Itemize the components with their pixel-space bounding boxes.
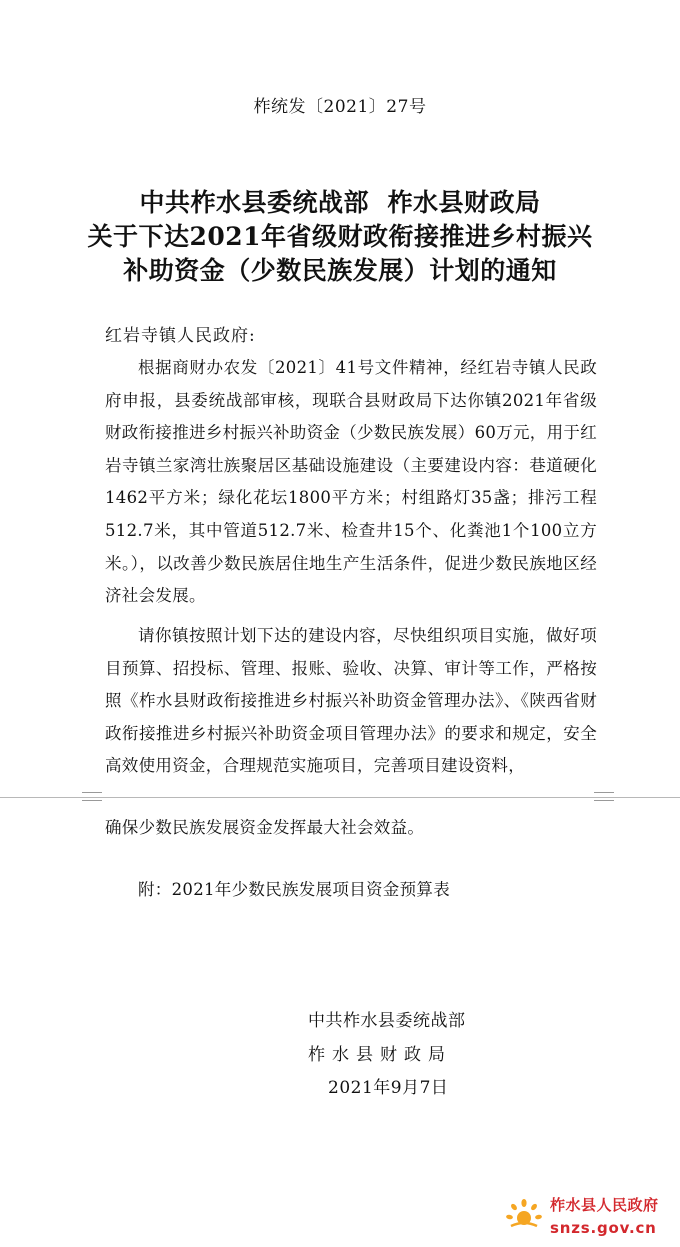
title-line-1: 中共柞水县委统战部 柞水县财政局	[139, 188, 541, 217]
title-line-2: 关于下达2021年省级财政衔接推进乡村振兴	[87, 222, 593, 251]
sun-logo-icon	[506, 1198, 542, 1230]
watermark-name: 柞水县人民政府	[550, 1196, 659, 1214]
body-continuation: 确保少数民族发展资金发挥最大社会效益。	[105, 818, 425, 837]
doc-number: 柞统发〔2021〕27号	[253, 97, 427, 117]
document-title	[0, 186, 680, 288]
watermark-domain: snzs.gov.cn	[550, 1219, 657, 1237]
body-paragraph-2: 请你镇按照计划下达的建设内容，尽快组织项目实施，做好项目预算、招投标、管理、报账、验收、决算、审计等工作，严格按照《柞水县财政衔接推进乡村振兴补助资金管理办法》、《陕西省财政衔接推进乡村振兴补助资金项目管理办法》的要求和规定，安全高效使用资金，合理规范实施项目，完善项目建设资料，	[105, 626, 597, 776]
signature-date: 2021年9月7日	[328, 1078, 449, 1098]
body-paragraph-1: 根据商财办农发〔2021〕41号文件精神，经红岩寺镇人民政府申报，县委统战部审核，现联合县财政局下达你镇2021年省级财政衔接推进乡村振兴补助资金（少数民族发展）60万元，用于红岩寺镇兰家湾壮族聚居区基础设施建设（主要建设内容：巷道硬化1462平方米；绿化花坛1800平方米；村组路灯35盏；排污工程512.7米，其中管道512.7米、检查井15个、化粪池1个100立方米。），以改善少数民族居住地生产生活条件，促进少数民族地区经济社会发展。	[105, 358, 597, 606]
signature-org-1: 中共柞水县委统战部	[308, 1011, 466, 1031]
page-break-line	[0, 797, 680, 798]
attachment-note: 附：2021年少数民族发展项目资金预算表	[138, 880, 450, 899]
signature-org-2: 柞水县财政局	[308, 1045, 452, 1065]
title-line-3: 补助资金（少数民族发展）计划的通知	[123, 256, 557, 285]
watermark	[506, 1188, 676, 1244]
page-break-mark-right	[594, 792, 614, 801]
page-break-mark-left	[82, 792, 102, 801]
addressee: 红岩寺镇人民政府:	[105, 326, 256, 346]
